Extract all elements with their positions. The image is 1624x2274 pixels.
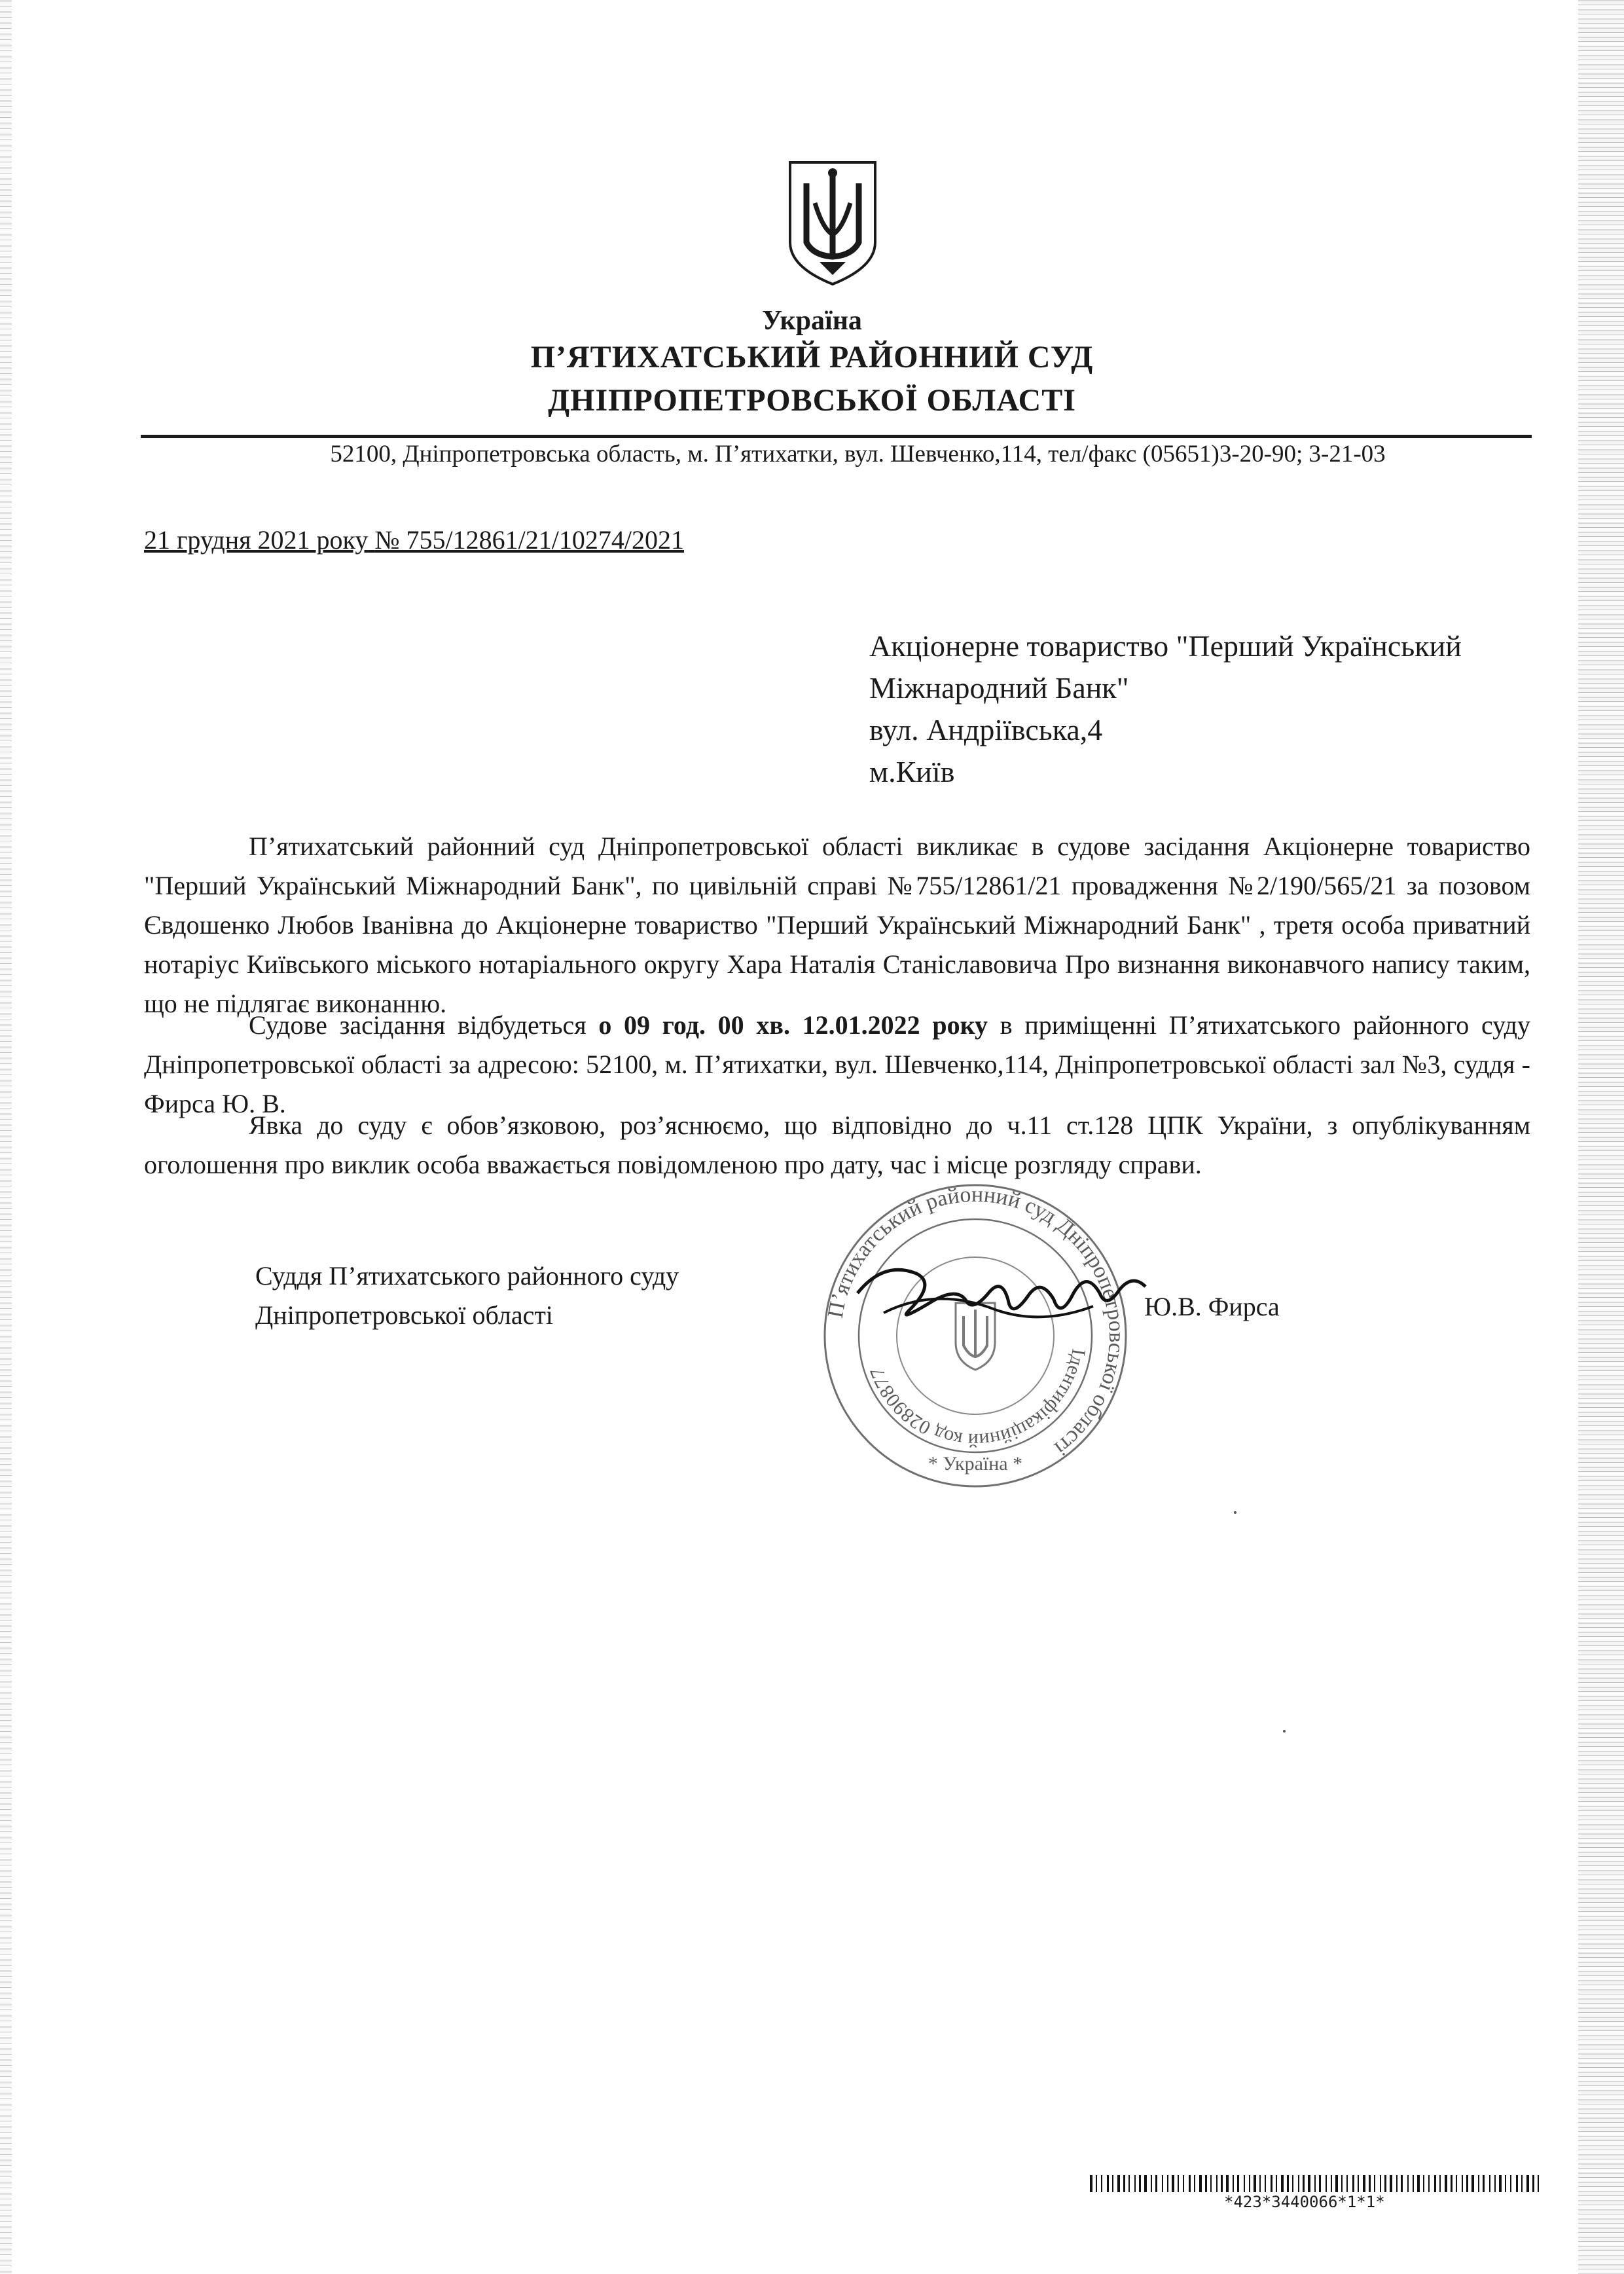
court-address: 52100, Дніпропетровська область, м. П’ятихатки, вул. Шевченко,114, тел/факс (05651)3-20-90; 3-21-03 [330,441,1386,468]
recipient-line: Міжнародний Банк" [869,671,1129,705]
judge-title [255,1256,679,1335]
barcode-bar [1183,2175,1184,2192]
barcode-bar [1456,2175,1457,2192]
barcode-bar [1249,2175,1250,2192]
barcode-bar [1478,2175,1479,2192]
barcode-bar [1314,2175,1316,2192]
barcode-bar [1155,2175,1157,2192]
paragraph-attendance [144,1106,1530,1184]
barcode-bar [1483,2175,1485,2192]
barcode-bar [1144,2175,1147,2192]
court-name-line2: ДНІПРОПЕТРОВСЬКОЇ ОБЛАСТІ [548,383,1076,418]
trident-coat-of-arms-icon [784,157,882,288]
barcode-bar [1499,2175,1502,2192]
barcode-bar [1390,2175,1392,2192]
court-name-line1: П’ЯТИХАТСЬКИЙ РАЙОННИЙ СУД [530,340,1094,375]
barcode-bar [1112,2175,1113,2192]
hearing-intro: Судове засідання відбудеться [249,1010,599,1040]
barcode-bar [1526,2175,1529,2192]
seal-bottom-text: * Україна * [928,1453,1023,1475]
barcode-bar [1151,2175,1152,2192]
seal-inner-text: Ідентифікаційний код 02890877 [865,1347,1090,1452]
barcode-bar [1292,2175,1293,2192]
barcode-bar [1276,2175,1277,2192]
barcode-bar [1303,2175,1305,2192]
barcode-bar [1199,2175,1202,2192]
barcode-bar [1326,2175,1327,2192]
barcode-bar [1358,2175,1359,2192]
barcode-bar [1346,2175,1348,2192]
barcode [1090,2175,1542,2192]
barcode-bar [1396,2175,1398,2192]
barcode-bar [1216,2175,1218,2192]
barcode-bar [1194,2175,1195,2192]
barcode-bar [1538,2175,1539,2192]
judge-name: Ю.В. Фирса [1144,1292,1280,1321]
barcode-bar [1466,2175,1468,2192]
barcode-bar [1516,2175,1518,2192]
barcode-bar [1271,2175,1272,2192]
barcode-bar [1434,2175,1436,2192]
barcode-bar [1221,2175,1223,2192]
barcode-bar [1462,2175,1463,2192]
barcode-bar [1451,2175,1453,2192]
recipient-line: вул. Андріївська,4 [869,713,1103,746]
barcode-bar [1352,2175,1354,2192]
barcode-bar [1237,2175,1239,2192]
recipient-block [869,625,1462,793]
barcode-bar [1423,2175,1424,2192]
barcode-bar [1335,2175,1338,2192]
barcode-bar [1341,2175,1343,2192]
scan-speck [1283,1730,1286,1733]
country-name: Україна [762,306,862,336]
document-reference [144,524,684,555]
paragraph-summons [144,827,1530,1023]
barcode-bar [1363,2175,1365,2192]
barcode-bar [1123,2175,1125,2192]
barcode-bar [1139,2175,1141,2192]
judge-title-line: Суддя П’ятихатського районного суду [255,1261,679,1291]
reference-number: № 755/12861/21/10274/2021 [374,525,685,555]
barcode-bar [1172,2175,1174,2192]
seal-outer-text: П’ятихатський районний суд Дніпропетровської області [823,1182,1129,1461]
barcode-bar [1401,2175,1403,2192]
recipient-line: м.Київ [869,755,955,788]
barcode-bar [1287,2175,1289,2192]
barcode-bar [1374,2175,1375,2192]
barcode-bar [1428,2175,1430,2192]
barcode-bar [1167,2175,1168,2192]
barcode-bar [1189,2175,1191,2192]
barcode-bar [1298,2175,1299,2192]
barcode-bar [1439,2175,1441,2192]
barcode-bar [1101,2175,1102,2192]
recipient-line: Акціонерне товариство "Перший Український [869,629,1462,663]
barcode-bar [1413,2175,1414,2192]
barcode-bar [1532,2175,1534,2192]
hearing-datetime: о 09 год. 00 хв. 12.01.2022 року [598,1010,988,1040]
barcode-bar [1259,2175,1261,2192]
barcode-bar [1233,2175,1234,2192]
barcode-bar [1281,2175,1284,2192]
scan-speck [1234,1511,1236,1514]
barcode-bar [1244,2175,1245,2192]
barcode-bar [1445,2175,1447,2192]
barcode-bar [1254,2175,1256,2192]
barcode-bar [1134,2175,1136,2192]
barcode-bar [1331,2175,1332,2192]
reference-date: 21 грудня 2021 року [144,525,369,555]
barcode-bar [1205,2175,1207,2192]
barcode-bar [1494,2175,1496,2192]
barcode-bar [1505,2175,1506,2192]
paragraph-text: Явка до суду є обов’язковою, роз’яснюємо, що відповідно до ч.11 ст.128 ЦПК України, з опублікуванням оголошення про виклик особа вважається повідомленою про дату, час і місце розгляду справи. [144,1110,1530,1179]
barcode-bar [1265,2175,1266,2192]
barcode-bar [1162,2175,1163,2192]
barcode-bar [1178,2175,1179,2192]
barcode-bar [1471,2175,1474,2192]
barcode-bar [1319,2175,1321,2192]
barcode-bar [1521,2175,1523,2192]
judge-title-line: Дніпропетровської області [255,1300,553,1330]
barcode-bar [1308,2175,1310,2192]
barcode-bar [1096,2175,1097,2192]
paragraph-text: П’ятихатський районний суд Дніпропетровської області викликає в судове засідання Акціонерне товариство "Перший Український Міжнародний Банк", по цивільній справі №755/12861/21 провадження №2/190/565/21 за позовом Євдошенко Любов Іванівна до Акціонерне товариство "Перший Український Міжнародний Банк" , третя особа приватний нотаріус Київського міського нотаріального округу Хара Наталія Станіславовича Про визнання виконавчого напису таким, що не підлягає виконанню. [144,832,1530,1018]
barcode-bar [1384,2175,1386,2192]
barcode-bar [1510,2175,1511,2192]
hearing-location: в приміщенні П’ятихатського районного суду Дніпропетровської області за адресою: 52100, м. П’ятихатки, вул. Шевченко,114, Дніпропетровської області зал №3, суддя - Фирса Ю. В. [144,1010,1530,1118]
barcode-bar [1090,2175,1092,2192]
barcode-number: *423*3440066*1*1* [1224,2193,1385,2211]
barcode-bar [1226,2175,1229,2192]
barcode-bar [1369,2175,1371,2192]
barcode-bar [1417,2175,1420,2192]
barcode-bar [1128,2175,1130,2192]
judge-handwritten-signature [844,1247,1152,1346]
barcode-bar [1489,2175,1490,2192]
barcode-bar [1407,2175,1409,2192]
barcode-bar [1107,2175,1109,2192]
barcode-bar [1380,2175,1381,2192]
header-divider [141,435,1532,438]
barcode-bar [1117,2175,1120,2192]
barcode-bar [1210,2175,1212,2192]
